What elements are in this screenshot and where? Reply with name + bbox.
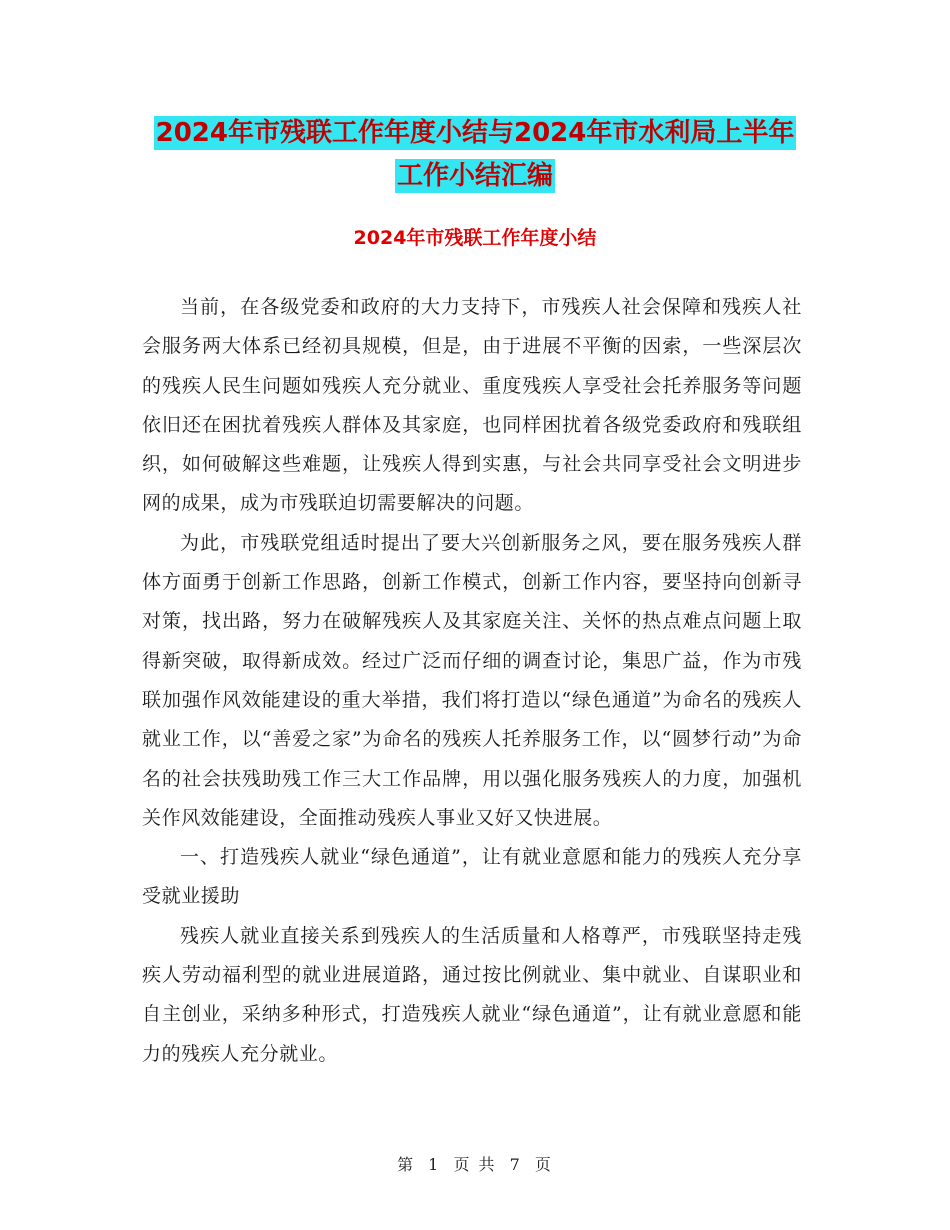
footer-total-pages: 7 <box>509 1155 522 1174</box>
document-title-text-1: 2024年市残联工作年度小结与2024年市水利局上半年 <box>155 118 795 148</box>
document-title-text-2: 工作小结汇编 <box>396 161 553 191</box>
footer-label-end: 页 <box>534 1155 553 1174</box>
document-title-line-1 <box>0 110 950 156</box>
footer-label-of: 页 共 <box>453 1155 497 1174</box>
document-title-line-2 <box>0 153 950 199</box>
page-footer <box>0 1152 950 1175</box>
paragraph-1: 当前，在各级党委和政府的大力支持下，市残疾人社会保障和残疾人社会服务两大体系已经初具规模，但是，由于进展不平衡的因索，一些深层次的残疾人民生问题如残疾人充分就业、重度残疾人享受社会托养服务等问题依旧还在困扰着残疾人群体及其家庭，也同样困扰着各级党委政府和残联组织，如何破解这些难题，让残疾人得到实惠，与社会共同享受社会文明进步网的成果，成为市残联迫切需要解决的问题。 <box>142 296 802 515</box>
section-title: 2024年市残联工作年度小结 <box>353 227 597 249</box>
paragraph-4: 残疾人就业直接关系到残疾人的生活质量和人格尊严，市残联坚持走残疾人劳动福利型的就业进展道路，通过按比例就业、集中就业、自谋职业和自主创业，采纳多种形式，打造残疾人就业“绿色通道”，让有就业意愿和能力的残疾人充分就业。 <box>142 924 802 1065</box>
body-text <box>142 288 802 1074</box>
paragraph-3-heading: 一、打造残疾人就业“绿色通道”，让有就业意愿和能力的残疾人充分享受就业援助 <box>142 846 802 908</box>
paragraph-2: 为此，市残联党组适时提出了要大兴创新服务之风，要在服务残疾人群体方面勇于创新工作思路，创新工作模式，创新工作内容，要坚持向创新寻对策，找出路，努力在破解残疾人及其家庭关注、关怀的热点难点问题上取得新突破，取得新成效。经过广泛而仔细的调查讨论，集思广益，作为市残联加强作风效能建设的重大举措，我们将打造以“绿色通道”为命名的残疾人就业工作，以“善爱之家”为命名的残疾人托养服务工作，以“圆梦行动”为命名的社会扶残助残工作三大工作品牌，用以强化服务残疾人的力度，加强机关作风效能建设，全面推动残疾人事业又好又快进展。 <box>142 531 802 829</box>
footer-label-page: 第 <box>397 1155 416 1174</box>
footer-current-page: 1 <box>428 1155 441 1174</box>
